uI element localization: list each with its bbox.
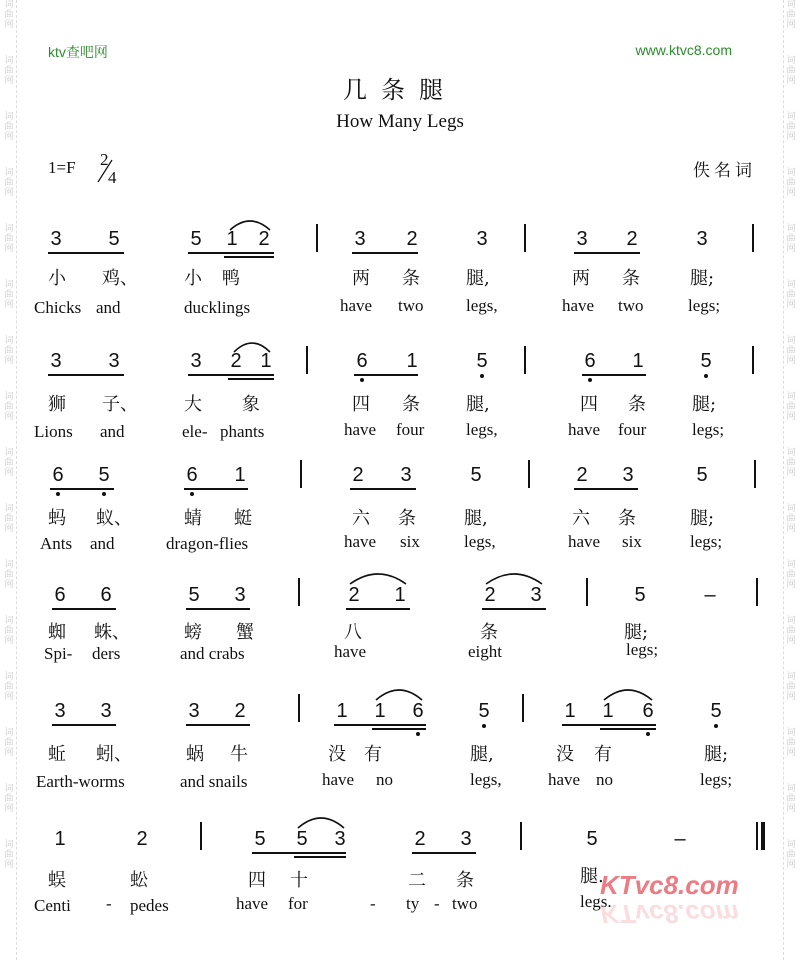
lyric-en: Earth-worms xyxy=(36,772,125,791)
lyric-en: phants xyxy=(220,422,265,441)
lyric-en: Chicks xyxy=(34,298,82,317)
low-octave-dot xyxy=(646,732,650,736)
lyric-cn: 腿; xyxy=(704,744,729,765)
note: 5 xyxy=(700,350,712,372)
low-octave-dot xyxy=(56,492,60,496)
barline xyxy=(524,224,526,252)
margin-glyph-group: 词 曲 网 xyxy=(4,112,14,142)
watermark-logo-reflection: KTvc8.com xyxy=(600,899,739,929)
margin-glyph-group: 词 曲 网 xyxy=(786,112,796,142)
underline xyxy=(184,488,248,490)
margin-glyph-group: 词 曲 网 xyxy=(4,504,14,534)
underline xyxy=(334,724,426,726)
time-bottom: 4 xyxy=(108,168,117,187)
lyric-cn: 腿, xyxy=(466,394,490,415)
lyric-en: - xyxy=(106,894,112,913)
note: 3 xyxy=(100,700,112,722)
lyric-en: legs; xyxy=(690,532,723,551)
lyric-cn: 子、 xyxy=(102,394,138,415)
slur xyxy=(296,814,346,830)
slur xyxy=(232,340,272,354)
underline xyxy=(50,488,114,490)
final-barline-thick xyxy=(761,822,765,850)
note: 3 xyxy=(400,464,412,486)
low-octave-dot xyxy=(416,732,420,736)
left-margin-watermark xyxy=(2,0,17,960)
note: 3 xyxy=(334,828,346,850)
low-octave-dot xyxy=(704,374,708,378)
lyric-en: have xyxy=(568,420,601,439)
underline xyxy=(372,728,426,730)
margin-glyph-group: 词 曲 网 xyxy=(786,224,796,254)
underline xyxy=(228,378,274,380)
margin-glyph-group: 词 曲 网 xyxy=(786,616,796,646)
song-title: 几条腿 xyxy=(343,76,457,104)
note: 2 xyxy=(484,584,496,606)
underline xyxy=(186,724,250,726)
note: 3 xyxy=(576,228,588,250)
note: 5 xyxy=(478,700,490,722)
note: 2 xyxy=(136,828,148,850)
lyric-en: have xyxy=(568,532,601,551)
lyric-en: have xyxy=(562,296,595,315)
note: 3 xyxy=(696,228,708,250)
underline xyxy=(48,252,124,254)
note: 5 xyxy=(586,828,598,850)
note: 3 xyxy=(234,584,246,606)
watermark-logo: KTvc8.com xyxy=(600,870,739,900)
lyric-en: for xyxy=(288,894,308,913)
note: 3 xyxy=(530,584,542,606)
lyric-en: legs; xyxy=(688,296,721,315)
barline xyxy=(528,460,530,488)
note: 1 xyxy=(374,700,386,722)
note: 5 xyxy=(710,700,722,722)
margin-glyph-group: 词 曲 网 xyxy=(786,392,796,422)
barline xyxy=(756,578,758,606)
lyric-cn: 象 xyxy=(242,394,260,415)
lyric-en: have xyxy=(334,642,367,661)
lyric-cn: 两 xyxy=(572,268,590,289)
note: 5 xyxy=(476,350,488,372)
note: 5 xyxy=(190,228,202,250)
low-octave-dot xyxy=(480,374,484,378)
note: 6 xyxy=(100,584,112,606)
note: 2 xyxy=(230,350,242,372)
low-octave-dot xyxy=(360,378,364,382)
lyric-cn: 蜗 xyxy=(186,744,204,765)
note: – xyxy=(704,584,716,606)
lyric-en: legs, xyxy=(470,770,502,789)
barline xyxy=(586,578,588,606)
margin-glyph-group: 词 曲 网 xyxy=(786,504,796,534)
note: 6 xyxy=(356,350,368,372)
note: 6 xyxy=(412,700,424,722)
underline xyxy=(574,488,638,490)
lyric-en: two xyxy=(398,296,424,315)
lyric-cn: 蜘 xyxy=(48,622,66,643)
lyric-cn: 腿; xyxy=(690,268,715,289)
lyric-cn: 腿. xyxy=(580,866,604,887)
note: 2 xyxy=(234,700,246,722)
note: 1 xyxy=(260,350,272,372)
note: 1 xyxy=(602,700,614,722)
lyricist-credit: 佚名词 xyxy=(693,161,756,181)
lyric-cn: 条 xyxy=(402,268,420,289)
low-octave-dot xyxy=(190,492,194,496)
note: 6 xyxy=(186,464,198,486)
lyric-en: Centi xyxy=(34,896,71,915)
barline xyxy=(298,694,300,722)
lyric-cn: 蚯 xyxy=(48,744,66,765)
lyric-en: and crabs xyxy=(180,644,245,663)
note: 1 xyxy=(336,700,348,722)
lyric-cn: 小 xyxy=(184,268,202,289)
lyric-en: two xyxy=(452,894,478,913)
margin-glyph-group: 词 曲 网 xyxy=(786,672,796,702)
lyric-cn: 蜻 xyxy=(184,508,202,529)
lyric-cn: 条 xyxy=(618,508,636,529)
lyric-cn: 鸡、 xyxy=(102,268,138,289)
margin-glyph-group: 词 曲 网 xyxy=(4,168,14,198)
note: 2 xyxy=(348,584,360,606)
underline xyxy=(188,374,274,376)
lyric-en: no xyxy=(596,770,613,789)
lyric-cn: 四 xyxy=(352,394,370,415)
note: 3 xyxy=(188,700,200,722)
margin-glyph-group: 词 曲 网 xyxy=(4,448,14,478)
note: 1 xyxy=(632,350,644,372)
lyric-en: Spi- xyxy=(44,644,73,663)
margin-glyph-group: 词 曲 网 xyxy=(786,448,796,478)
note: 5 xyxy=(696,464,708,486)
note: – xyxy=(674,828,686,850)
underline xyxy=(48,374,124,376)
barline xyxy=(316,224,318,252)
lyric-cn: 二 xyxy=(408,870,426,891)
note: 2 xyxy=(258,228,270,250)
underline xyxy=(582,374,646,376)
barline xyxy=(752,224,754,252)
lyric-en: and xyxy=(90,534,115,553)
note: 3 xyxy=(354,228,366,250)
note: 3 xyxy=(476,228,488,250)
margin-glyph-group: 词 曲 网 xyxy=(4,0,14,30)
lyric-en: eight xyxy=(468,642,502,661)
underline xyxy=(574,252,640,254)
note: 2 xyxy=(352,464,364,486)
note: 5 xyxy=(470,464,482,486)
lyric-cn: 条 xyxy=(398,508,416,529)
margin-glyph-group: 词 曲 网 xyxy=(786,728,796,758)
lyric-en: legs; xyxy=(626,640,659,659)
underline xyxy=(412,852,476,854)
lyric-cn: 鸭 xyxy=(222,268,240,289)
barline xyxy=(298,578,300,606)
slur xyxy=(484,570,544,586)
slur xyxy=(602,686,654,702)
underline xyxy=(294,856,346,858)
lyric-en: have xyxy=(344,532,377,551)
lyric-en: six xyxy=(400,532,420,551)
margin-glyph-group: 词 曲 网 xyxy=(786,840,796,870)
lyric-en: pedes xyxy=(130,896,169,915)
time-signature xyxy=(94,150,124,190)
lyric-cn: 小 xyxy=(48,268,66,289)
note: 5 xyxy=(108,228,120,250)
underline xyxy=(482,608,546,610)
lyric-en: no xyxy=(376,770,393,789)
time-top: 2 xyxy=(100,150,109,169)
slur xyxy=(374,686,424,702)
lyric-cn: 蚂 xyxy=(48,508,66,529)
low-octave-dot xyxy=(714,724,718,728)
lyric-cn: 四 xyxy=(580,394,598,415)
lyric-en: dragon-flies xyxy=(166,534,249,553)
barline xyxy=(522,694,524,722)
note: 5 xyxy=(634,584,646,606)
note: 3 xyxy=(108,350,120,372)
underline xyxy=(252,852,346,854)
underline xyxy=(600,728,656,730)
note: 6 xyxy=(54,584,66,606)
lyric-en: ducklings xyxy=(184,298,251,317)
margin-glyph-group: 词 曲 网 xyxy=(786,560,796,590)
lyric-cn: 有 xyxy=(594,744,612,765)
margin-glyph-group: 词 曲 网 xyxy=(4,728,14,758)
note: 2 xyxy=(414,828,426,850)
margin-glyph-group: 词 曲 网 xyxy=(786,336,796,366)
lyric-en: Ants xyxy=(40,534,73,553)
lyric-cn: 狮 xyxy=(48,394,66,415)
barline xyxy=(306,346,308,374)
note: 5 xyxy=(188,584,200,606)
note: 1 xyxy=(406,350,418,372)
lyric-en: and snails xyxy=(180,772,248,791)
lyric-en: legs, xyxy=(466,420,498,439)
note: 1 xyxy=(54,828,66,850)
lyric-en: ele- xyxy=(182,422,208,441)
site-name-left[interactable]: ktv查吧网 xyxy=(48,44,108,60)
lyric-cn: 蜈 xyxy=(48,870,66,891)
lyric-cn: 六 xyxy=(352,508,370,529)
right-margin-watermark xyxy=(783,0,798,960)
lyric-en: and xyxy=(100,422,125,441)
lyric-en: ty xyxy=(406,894,420,913)
margin-glyph-group: 词 曲 网 xyxy=(4,840,14,870)
note: 1 xyxy=(226,228,238,250)
note: 3 xyxy=(622,464,634,486)
note: 5 xyxy=(254,828,266,850)
underline xyxy=(186,608,250,610)
lyric-cn: 没 xyxy=(556,744,574,765)
margin-glyph-group: 词 曲 网 xyxy=(786,280,796,310)
lyric-en: and xyxy=(96,298,121,317)
barline xyxy=(200,822,202,850)
underline xyxy=(352,252,418,254)
final-barline-thin xyxy=(756,822,758,850)
margin-glyph-group: 词 曲 网 xyxy=(786,784,796,814)
lyric-cn: 蛛、 xyxy=(94,622,130,643)
slur xyxy=(348,570,408,586)
lyric-cn: 螃 xyxy=(184,622,202,643)
barline xyxy=(520,822,522,850)
note: 3 xyxy=(54,700,66,722)
note: 5 xyxy=(98,464,110,486)
note: 2 xyxy=(406,228,418,250)
note: 2 xyxy=(576,464,588,486)
barline xyxy=(752,346,754,374)
lyric-en: - xyxy=(370,894,376,913)
low-octave-dot xyxy=(588,378,592,382)
lyric-en: legs. xyxy=(580,892,612,911)
lyric-en: legs; xyxy=(700,770,733,789)
margin-glyph-group: 词 曲 网 xyxy=(4,224,14,254)
low-octave-dot xyxy=(102,492,106,496)
slur xyxy=(228,218,272,232)
key-signature: 1=F xyxy=(48,158,76,177)
lyric-cn: 条 xyxy=(628,394,646,415)
lyric-en: Lions xyxy=(34,422,73,441)
song-subtitle: How Many Legs xyxy=(336,111,464,132)
underline xyxy=(350,488,416,490)
lyric-cn: 蚣 xyxy=(130,870,148,891)
lyric-en: four xyxy=(618,420,647,439)
lyric-cn: 蚓、 xyxy=(96,744,132,765)
lyric-en: six xyxy=(622,532,642,551)
note: 3 xyxy=(50,228,62,250)
note: 5 xyxy=(296,828,308,850)
margin-glyph-group: 词 曲 网 xyxy=(4,280,14,310)
lyric-en: legs; xyxy=(692,420,725,439)
lyric-cn: 蟹 xyxy=(236,622,254,643)
lyric-cn: 腿, xyxy=(464,508,488,529)
margin-glyph-group: 词 曲 网 xyxy=(4,336,14,366)
lyric-en: have xyxy=(548,770,581,789)
margin-glyph-group: 词 曲 网 xyxy=(4,616,14,646)
lyric-cn: 没 xyxy=(328,744,346,765)
lyric-en: legs, xyxy=(466,296,498,315)
lyric-en: legs, xyxy=(464,532,496,551)
margin-glyph-group: 词 曲 网 xyxy=(786,56,796,86)
lyric-cn: 腿; xyxy=(692,394,717,415)
note: 3 xyxy=(50,350,62,372)
margin-glyph-group: 词 曲 网 xyxy=(4,672,14,702)
underline xyxy=(224,256,274,258)
lyric-cn: 腿; xyxy=(624,622,649,643)
note: 1 xyxy=(394,584,406,606)
note: 3 xyxy=(190,350,202,372)
lyric-cn: 大 xyxy=(184,394,202,415)
lyric-cn: 条 xyxy=(456,870,474,891)
lyric-en: two xyxy=(618,296,644,315)
note: 3 xyxy=(460,828,472,850)
lyric-cn: 八 xyxy=(344,622,362,643)
lyric-cn: 腿; xyxy=(690,508,715,529)
lyric-cn: 六 xyxy=(572,508,590,529)
lyric-cn: 两 xyxy=(352,268,370,289)
barline xyxy=(300,460,302,488)
lyric-cn: 四 xyxy=(248,870,266,891)
barline xyxy=(754,460,756,488)
underline xyxy=(562,724,656,726)
note: 1 xyxy=(564,700,576,722)
note: 1 xyxy=(234,464,246,486)
site-url-right[interactable]: www.ktvc8.com xyxy=(635,42,732,58)
note: 6 xyxy=(642,700,654,722)
note: 2 xyxy=(626,228,638,250)
underline xyxy=(52,608,116,610)
lyric-en: have xyxy=(322,770,355,789)
lyric-en: ders xyxy=(92,644,121,663)
underline xyxy=(346,608,410,610)
barline xyxy=(524,346,526,374)
lyric-en: have xyxy=(344,420,377,439)
margin-glyph-group: 词 曲 网 xyxy=(786,0,796,30)
margin-glyph-group: 词 曲 网 xyxy=(4,560,14,590)
lyric-cn: 条 xyxy=(480,622,498,643)
lyric-cn: 蚁、 xyxy=(96,508,132,529)
lyric-cn: 有 xyxy=(364,744,382,765)
lyric-cn: 十 xyxy=(290,870,308,891)
lyric-en: - xyxy=(434,894,440,913)
note: 6 xyxy=(584,350,596,372)
lyric-cn: 条 xyxy=(402,394,420,415)
underline xyxy=(188,252,274,254)
margin-glyph-group: 词 曲 网 xyxy=(4,784,14,814)
lyric-cn: 牛 xyxy=(230,744,248,765)
lyric-cn: 腿, xyxy=(466,268,490,289)
underline xyxy=(354,374,418,376)
note: 6 xyxy=(52,464,64,486)
lyric-cn: 蜓 xyxy=(234,508,252,529)
margin-glyph-group: 词 曲 网 xyxy=(4,392,14,422)
lyric-en: have xyxy=(236,894,269,913)
lyric-cn: 腿, xyxy=(470,744,494,765)
low-octave-dot xyxy=(482,724,486,728)
lyric-en: four xyxy=(396,420,425,439)
margin-glyph-group: 词 曲 网 xyxy=(786,168,796,198)
lyric-en: have xyxy=(340,296,373,315)
lyric-cn: 条 xyxy=(622,268,640,289)
margin-glyph-group: 词 曲 网 xyxy=(4,56,14,86)
underline xyxy=(52,724,116,726)
